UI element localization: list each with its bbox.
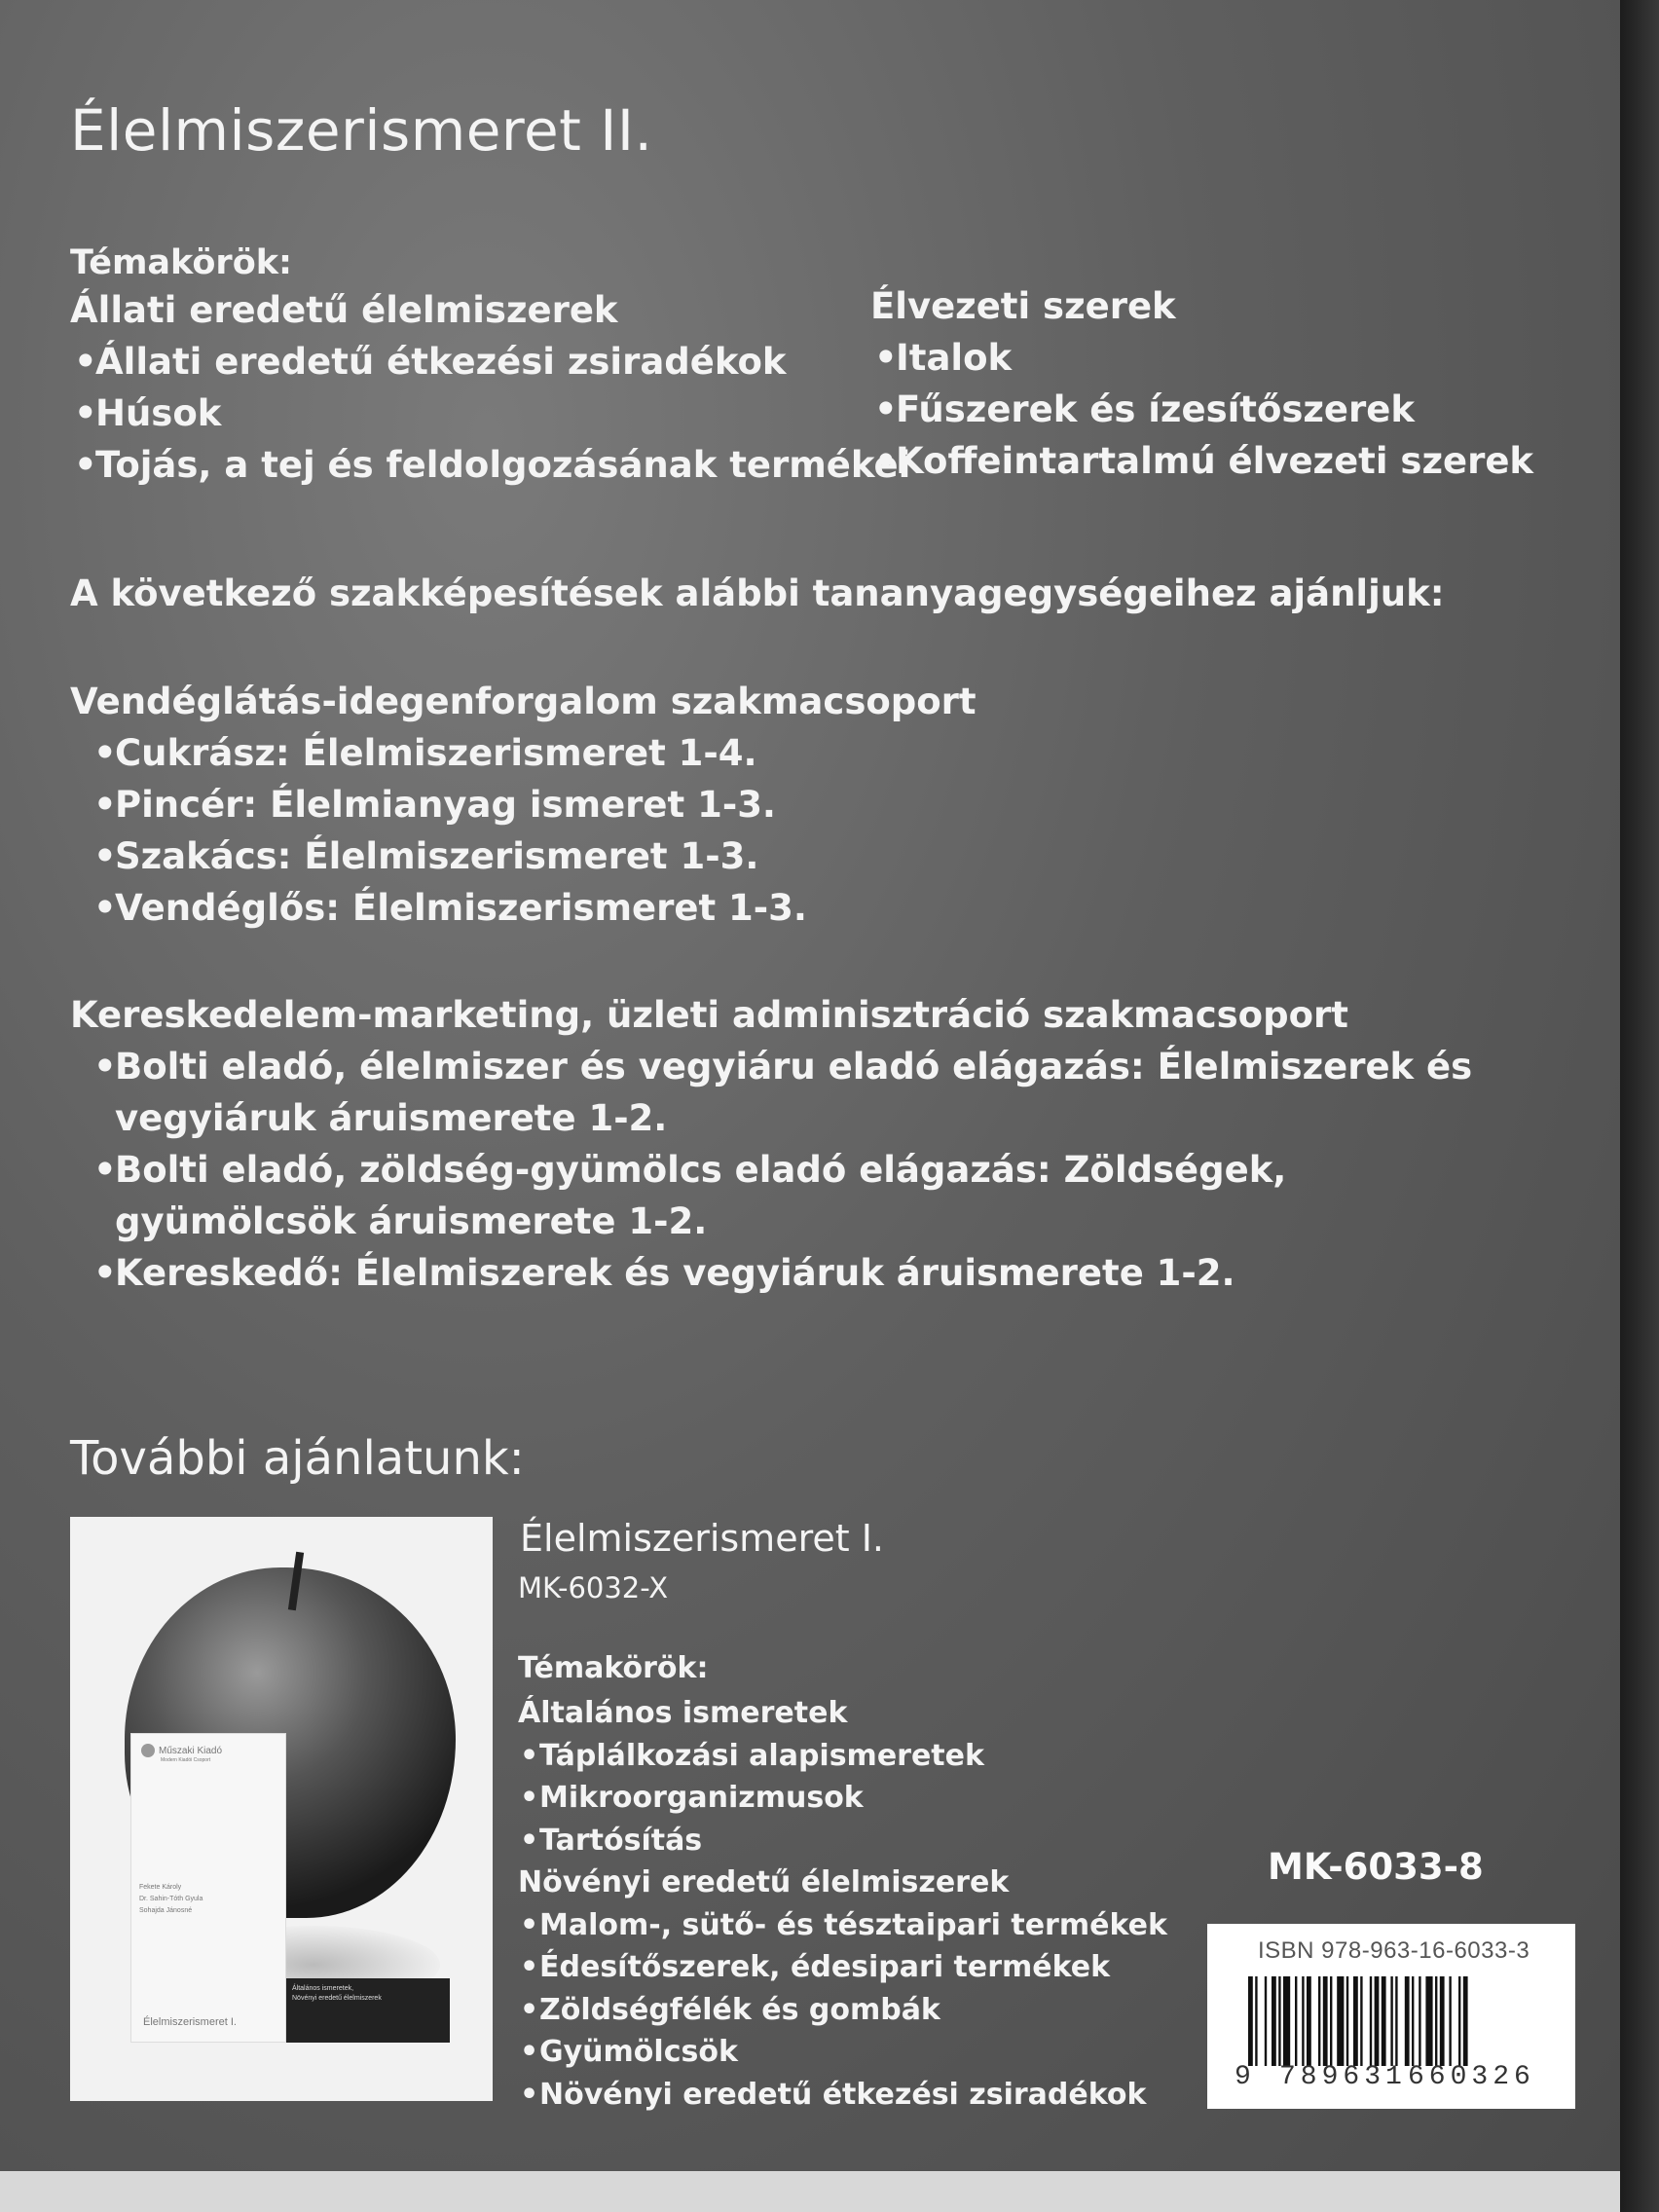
barcode-bar — [1463, 1976, 1468, 2066]
group-item: • Bolti eladó, zöldség-gyümölcs eladó elágazás: Zöldségek, gyümölcsök áruismerete 1-2. — [70, 1144, 1511, 1247]
product-code: MK-6033-8 — [1268, 1846, 1484, 1888]
barcode-bar — [1370, 1976, 1372, 2066]
author: Dr. Sahin-Tóth Gyula — [139, 1896, 203, 1902]
related-topic-item: • Édesítőszerek, édesipari termékek — [518, 1946, 1167, 1989]
barcode-bar — [1412, 1976, 1414, 2066]
barcode-bar — [1307, 1976, 1311, 2066]
publisher-sub: Modern Kiadói Csoport — [161, 1757, 211, 1763]
isbn-text: ISBN 978-963-16-6033-3 — [1258, 1937, 1530, 1964]
barcode-digit-lead: 9 — [1235, 2062, 1256, 2092]
group-heading: Kereskedelem-marketing, üzleti adminisztráció szakmacsoport — [70, 994, 1348, 1036]
thumb-book-title: Élelmiszerismeret I. — [143, 2016, 237, 2028]
author: Sohajda Jánosné — [139, 1907, 193, 1914]
related-topic-item: • Zöldségfélék és gombák — [518, 1989, 1167, 2032]
thumb-subtitle-line: Általános ismeretek, — [292, 1985, 354, 1992]
isbn-barcode — [1207, 1924, 1575, 2109]
barcode-bar — [1405, 1976, 1410, 2066]
group-item: • Szakács: Élelmiszerismeret 1-3. — [70, 830, 1511, 882]
barcode-bar — [1458, 1976, 1460, 2066]
barcode-bar — [1337, 1976, 1344, 2066]
barcode-bar — [1353, 1976, 1358, 2066]
barcode-bar — [1435, 1976, 1437, 2066]
group-item: • Vendéglős: Élelmiszerismeret 1-3. — [70, 882, 1511, 934]
barcode-bar — [1425, 1976, 1432, 2066]
barcode-bar — [1283, 1976, 1290, 2066]
publisher-logo — [141, 1744, 222, 1757]
related-topics-label: Témakörök: — [518, 1651, 709, 1685]
vocation-group-commerce — [70, 989, 1511, 1299]
related-book-title: Élelmiszerismeret I. — [520, 1517, 885, 1560]
recommendation-intro: A következő szakképesítések alábbi tananyagegységeihez ajánljuk: — [70, 572, 1445, 614]
barcode-bar — [1318, 1976, 1320, 2066]
bottom-page-strip — [0, 2171, 1620, 2212]
group-item: • Kereskedő: Élelmiszerek és vegyiáruk áruismerete 1-2. — [70, 1247, 1511, 1299]
barcode-bar — [1449, 1976, 1451, 2066]
barcode-bar — [1395, 1976, 1397, 2066]
barcode-bar — [1255, 1976, 1257, 2066]
barcode-bar — [1419, 1976, 1420, 2066]
author: Fekete Károly — [139, 1884, 182, 1891]
barcode-bars — [1248, 1976, 1546, 2066]
related-topic-heading: Növényi eredetű élelmiszerek — [518, 1865, 1010, 1899]
related-topic-item: • Tartósítás — [518, 1820, 1167, 1862]
related-topic-item: • Malom-, sütő- és tésztaipari termékek — [518, 1904, 1167, 1947]
group-item: • Pincér: Élelmianyag ismeret 1-3. — [70, 779, 1511, 830]
barcode-bar — [1360, 1976, 1362, 2066]
group-item: • Cukrász: Élelmiszerismeret 1-4. — [70, 727, 1511, 779]
group-item: • Bolti eladó, élelmiszer és vegyiáru eladó elágazás: Élelmiszerek és vegyiáruk áruismerete 1-2. — [70, 1041, 1511, 1144]
topic-heading-animal: Állati eredetű élelmiszerek — [70, 289, 618, 331]
group-heading: Vendéglátás-idegenforgalom szakmacsoport — [70, 681, 977, 722]
barcode-bar — [1375, 1976, 1380, 2066]
related-topic-item: • Mikroorganizmusok — [518, 1777, 1167, 1820]
barcode-bar — [1382, 1976, 1386, 2066]
book-edge — [1620, 0, 1659, 2212]
related-topic-item: • Gyümölcsök — [518, 2031, 1167, 2074]
topics-label: Témakörök: — [70, 243, 293, 282]
topic-item: • Koffeintartalmú élvezeti szerek — [870, 435, 1533, 487]
barcode-bar — [1302, 1976, 1304, 2066]
topic-item: • Tojás, a tej és feldolgozásának termékei — [70, 439, 910, 491]
topic-item: • Fűszerek és ízesítőszerek — [870, 384, 1533, 435]
barcode-bar — [1330, 1976, 1332, 2066]
barcode-digits-right: 660326 — [1408, 2062, 1535, 2092]
barcode-bar — [1248, 1976, 1253, 2066]
more-offers-title: További ajánlatunk: — [70, 1431, 525, 1486]
publisher-name: Műszaki Kiadó — [159, 1745, 223, 1756]
book-title: Élelmiszerismeret II. — [70, 97, 653, 164]
related-book-cover-image — [70, 1517, 493, 2101]
topic-item: • Húsok — [70, 387, 910, 439]
barcode-bar — [1440, 1976, 1445, 2066]
topic-item: • Állati eredetű étkezési zsiradékok — [70, 336, 910, 387]
related-book-code: MK-6032-X — [518, 1571, 669, 1604]
related-topic-item: • Növényi eredetű étkezési zsiradékok — [518, 2074, 1167, 2117]
publisher-logo-icon — [141, 1744, 155, 1757]
barcode-digits-left: 789631 — [1279, 2062, 1407, 2092]
topic-item: • Italok — [870, 332, 1533, 384]
thumb-title-panel — [130, 1733, 286, 2043]
barcode-bar — [1323, 1976, 1328, 2066]
thumb-subtitle-box — [286, 1978, 450, 2043]
thumb-subtitle-line: Növényi eredetű élelmiszerek — [292, 1995, 382, 2002]
barcode-bar — [1272, 1976, 1276, 2066]
barcode-bar — [1346, 1976, 1348, 2066]
related-topics-list — [518, 1692, 1167, 2116]
topic-heading-luxury: Élvezeti szerek — [870, 285, 1176, 327]
barcode-bar — [1295, 1976, 1297, 2066]
vocation-group-hospitality — [70, 676, 1511, 934]
related-topic-item: • Táplálkozási alapismeretek — [518, 1735, 1167, 1778]
barcode-bar — [1265, 1976, 1267, 2066]
barcode-bar — [1278, 1976, 1280, 2066]
topics-left-column — [70, 284, 910, 491]
topics-right-column — [870, 280, 1533, 487]
thumb-authors — [139, 1882, 203, 1917]
barcode-bar — [1390, 1976, 1392, 2066]
related-topic-heading: Általános ismeretek — [518, 1696, 848, 1730]
